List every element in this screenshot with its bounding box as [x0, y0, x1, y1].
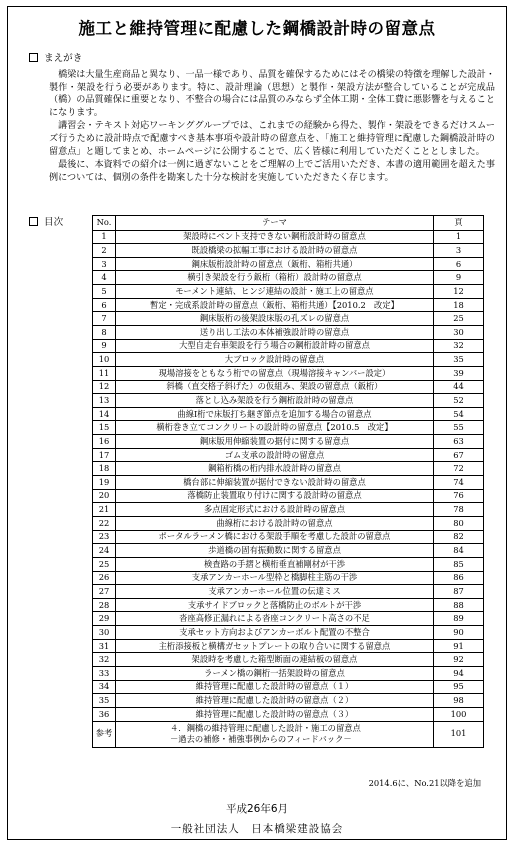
toc-row [93, 244, 484, 258]
toc-row-theme: 落橋防止装置取り付けに関する設計時の留意点 [116, 489, 434, 503]
toc-row-page: 54 [434, 407, 484, 421]
toc-row-number: 36 [93, 707, 116, 721]
preface-heading-label: まえがき [44, 53, 83, 64]
toc-reference-theme [116, 721, 434, 747]
toc-row [93, 557, 484, 571]
toc-row [93, 544, 484, 558]
toc-col-theme: テーマ [116, 216, 434, 231]
toc-reference-line2: －過去の補修・補強事例からのフィードバック－ [170, 734, 352, 745]
toc-reference-page: 101 [434, 721, 484, 747]
toc-row-page: 44 [434, 380, 484, 394]
toc-row [93, 503, 484, 517]
toc-col-page: 頁 [434, 216, 484, 231]
toc-row-page: 80 [434, 516, 484, 530]
toc-row-page: 63 [434, 435, 484, 449]
toc-row-number: 5 [93, 285, 116, 299]
toc-row-number: 30 [93, 626, 116, 640]
publication-date: 平成26年6月 [225, 803, 289, 815]
toc-row [93, 353, 484, 367]
toc-row-theme: ポータルラーメン橋における架設手順を考慮した設計の留意点 [116, 530, 434, 544]
toc-row-theme: 架設時にベント支持できない鋼桁設計時の留意点 [116, 230, 434, 244]
toc-row [93, 298, 484, 312]
toc-row-theme: 橋台部に伸縮装置が据付できない設計時の留意点 [116, 476, 434, 490]
document-page [7, 6, 507, 840]
toc-row-number: 15 [93, 421, 116, 435]
toc-row [93, 571, 484, 585]
toc-row-theme: 大ブロック設計時の留意点 [116, 353, 434, 367]
toc-row-number: 13 [93, 394, 116, 408]
toc-row-number: 27 [93, 585, 116, 599]
toc-row-page: 25 [434, 312, 484, 326]
toc-row-number: 28 [93, 598, 116, 612]
preface-paragraph: 最後に、本資料での紹介は一例に過ぎないことをご理解の上でご活用いただき、本書の適用範囲を超えた事例については、個別の条件を勘案した十分な検討を実施していただきたく存じます。 [49, 160, 495, 183]
toc-row-page: 91 [434, 639, 484, 653]
toc-row-theme: 維持管理に配慮した設計時の留意点（１） [116, 680, 434, 694]
toc-heading [29, 214, 63, 228]
toc-row-number: 34 [93, 680, 116, 694]
toc-row [93, 435, 484, 449]
toc-row-page: 6 [434, 257, 484, 271]
toc-row-number: 26 [93, 571, 116, 585]
toc-row-theme: 架設時を考慮した箱型断面の連結板の留意点 [116, 653, 434, 667]
toc-row [93, 312, 484, 326]
toc-row-number: 14 [93, 407, 116, 421]
toc-row-theme: 既設橋梁の拡幅工事における設計時の留意点 [116, 244, 434, 258]
toc-row-page: 74 [434, 476, 484, 490]
toc-row-theme: 鋼床版用伸縮装置の据付に関する留意点 [116, 435, 434, 449]
toc-reference-line1: ４．鋼橋の維持管理に配慮した設計・施工の留意点 [170, 722, 361, 733]
toc-row-page: 55 [434, 421, 484, 435]
toc-row-theme: 鋼箱桁橋の桁内排水設計時の留意点 [116, 462, 434, 476]
toc-row-page: 88 [434, 598, 484, 612]
toc-row-theme: 維持管理に配慮した設計時の留意点（２） [116, 694, 434, 708]
toc-row-theme: 落とし込み架設を行う鋼桁設計時の留意点 [116, 394, 434, 408]
toc-row-theme: 維持管理に配慮した設計時の留意点（３） [116, 707, 434, 721]
toc-row-number: 25 [93, 557, 116, 571]
toc-row [93, 421, 484, 435]
toc-row [93, 489, 484, 503]
toc-row-page: 76 [434, 489, 484, 503]
toc-row-number: 6 [93, 298, 116, 312]
toc-row-number: 33 [93, 667, 116, 681]
toc-row-page: 94 [434, 667, 484, 681]
toc-row-theme: 検査路の手摺と横桁垂直補剛材が干渉 [116, 557, 434, 571]
toc-row-page: 30 [434, 325, 484, 339]
toc-row [93, 394, 484, 408]
checkbox-square-icon [29, 53, 38, 62]
toc-row-page: 86 [434, 571, 484, 585]
toc-row [93, 462, 484, 476]
toc-row-page: 35 [434, 353, 484, 367]
toc-row [93, 380, 484, 394]
toc-row-number: 35 [93, 694, 116, 708]
document-title: 施工と維持管理に配慮した鋼橋設計時の留意点 [78, 19, 436, 38]
toc-row-number: 20 [93, 489, 116, 503]
toc-row-number: 12 [93, 380, 116, 394]
toc-row-page: 89 [434, 612, 484, 626]
toc-row-page: 18 [434, 298, 484, 312]
toc-row-number: 22 [93, 516, 116, 530]
toc-row-page: 98 [434, 694, 484, 708]
toc-row-number: 19 [93, 476, 116, 490]
toc-row [93, 667, 484, 681]
toc-table [92, 215, 484, 748]
toc-row-theme: 横引き架設を行う鈑桁（箱桁）設計時の留意点 [116, 271, 434, 285]
toc-row-number: 7 [93, 312, 116, 326]
toc-row-theme: ラーメン橋の鋼桁一括架設時の留意点 [116, 667, 434, 681]
toc-row-theme: 多点固定形式における設計時の留意点 [116, 503, 434, 517]
preface-paragraph: 講習会・テキスト対応ワーキンググループでは、これまでの経験から得た、製作・架設をできるだけスムーズ行うために設計時点で配慮すべき基本事項や設計時の留意点を、「施工と維持管理に配慮した鋼橋設計時の留意点」と題してまとめ、ホームページに公開することで、広く皆様に利用していただくこととしました。 [49, 121, 495, 157]
toc-row-theme: 支承サイドブロックと落橋防止のボルトが干渉 [116, 598, 434, 612]
toc-row [93, 339, 484, 353]
toc-row-theme: 主桁添接板と横構ガセットプレートの取り合いに関する留意点 [116, 639, 434, 653]
toc-row-number: 18 [93, 462, 116, 476]
toc-row-page: 84 [434, 544, 484, 558]
toc-row-number: 8 [93, 325, 116, 339]
toc-heading-label: 目次 [44, 217, 64, 228]
toc-row-theme: モーメント連結、ヒンジ連結の設計・施工上の留意点 [116, 285, 434, 299]
toc-row-page: 85 [434, 557, 484, 571]
toc-row-number: 4 [93, 271, 116, 285]
toc-row-page: 9 [434, 271, 484, 285]
toc-row [93, 639, 484, 653]
preface-paragraph: 橋梁は大量生産商品と異なり、一品一様であり、品質を確保するためにはその橋梁の特徴を理解した設計・製作・架設を行う必要があります。特に、設計理論（思想）と製作・架設方法が整合していることが完成品（橋）の品質確保に重要となり、不整合の場合には品質のみならず全体工期・全体工費に悪影響を与えることになります。 [49, 70, 495, 118]
toc-body [93, 230, 484, 721]
toc-row-theme: 送り出し工法の本体補強設計時の留意点 [116, 325, 434, 339]
toc-update-note: 2014.6に、No.21以降を追加 [368, 778, 481, 788]
toc-row-number: 9 [93, 339, 116, 353]
toc-row-theme: 鋼床版桁設計時の留意点（鈑桁、箱桁共通） [116, 257, 434, 271]
toc-row-theme: 支承アンカーホール位置の伝達ミス [116, 585, 434, 599]
toc-row-number: 3 [93, 257, 116, 271]
toc-header-row [93, 216, 484, 231]
toc-row-page: 90 [434, 626, 484, 640]
toc-row-page: 3 [434, 244, 484, 258]
toc-row-page: 82 [434, 530, 484, 544]
toc-row-number: 29 [93, 612, 116, 626]
toc-row-theme: 沓座高修正漏れによる沓座コンクリート高さの不足 [116, 612, 434, 626]
toc-row [93, 325, 484, 339]
toc-row [93, 271, 484, 285]
toc-row [93, 366, 484, 380]
toc-row-theme: 曲線I桁で床版打ち継ぎ節点を追加する場合の留意点 [116, 407, 434, 421]
toc-row-page: 100 [434, 707, 484, 721]
toc-row-theme: 大型自走台車架設を行う場合の鋼桁設計時の留意点 [116, 339, 434, 353]
publisher-organization: 一般社団法人 日本橋梁建設協会 [170, 823, 344, 835]
toc-row-number: 1 [93, 230, 116, 244]
toc-row-page: 87 [434, 585, 484, 599]
toc-row-theme: 横桁巻き立てコンクリートの設計時の留意点【2010.5 改定】 [116, 421, 434, 435]
toc-row-theme: 支承アンカーホール型枠と橋脚柱主筋の干渉 [116, 571, 434, 585]
toc-row [93, 516, 484, 530]
toc-row-page: 32 [434, 339, 484, 353]
toc-row-page: 92 [434, 653, 484, 667]
toc-col-no: No. [93, 216, 116, 231]
toc-row-page: 78 [434, 503, 484, 517]
toc-row [93, 257, 484, 271]
toc-row-page: 1 [434, 230, 484, 244]
toc-reference-row [93, 721, 484, 747]
toc-row [93, 598, 484, 612]
toc-row-number: 24 [93, 544, 116, 558]
toc-row-page: 12 [434, 285, 484, 299]
toc-row [93, 476, 484, 490]
toc-row-number: 32 [93, 653, 116, 667]
toc-row [93, 285, 484, 299]
toc-row-theme: 支承セット方向およびアンカーボルト配置の不整合 [116, 626, 434, 640]
toc-row-theme: 曲線桁における設計時の留意点 [116, 516, 434, 530]
toc-row-number: 17 [93, 448, 116, 462]
toc-row [93, 626, 484, 640]
checkbox-square-icon [29, 217, 38, 226]
toc-row [93, 653, 484, 667]
toc-row-theme: 現場溶接をともなう桁での留意点（現場溶接キャンバー設定） [116, 366, 434, 380]
preface-heading [29, 50, 82, 64]
toc-row-number: 10 [93, 353, 116, 367]
toc-row [93, 680, 484, 694]
toc-reference-label: 参考 [93, 721, 116, 747]
toc-row [93, 230, 484, 244]
toc-row [93, 530, 484, 544]
toc-row-number: 31 [93, 639, 116, 653]
toc-row-number: 21 [93, 503, 116, 517]
toc-row-number: 11 [93, 366, 116, 380]
toc-row [93, 707, 484, 721]
preface-text [49, 69, 495, 184]
toc-row [93, 448, 484, 462]
toc-row-page: 39 [434, 366, 484, 380]
toc-row-number: 2 [93, 244, 116, 258]
toc-row-theme: ゴム支承の設計時の留意点 [116, 448, 434, 462]
toc-row-theme: 鋼床版桁の後架設床版の孔ズレの留意点 [116, 312, 434, 326]
toc-row-page: 67 [434, 448, 484, 462]
toc-row [93, 694, 484, 708]
toc-row-theme: 暫定・完成系設計時の留意点（鈑桁、箱桁共通）【2010.2 改定】 [116, 298, 434, 312]
toc-row [93, 585, 484, 599]
toc-row-theme: 歩道橋の固有振動数に関する留意点 [116, 544, 434, 558]
toc-row-theme: 斜橋（直交格子斜げた）の仮組み、架設の留意点（鈑桁） [116, 380, 434, 394]
toc-row [93, 612, 484, 626]
toc-row-number: 23 [93, 530, 116, 544]
toc-row-number: 16 [93, 435, 116, 449]
toc-row [93, 407, 484, 421]
toc-row-page: 52 [434, 394, 484, 408]
toc-row-page: 72 [434, 462, 484, 476]
toc-row-page: 95 [434, 680, 484, 694]
